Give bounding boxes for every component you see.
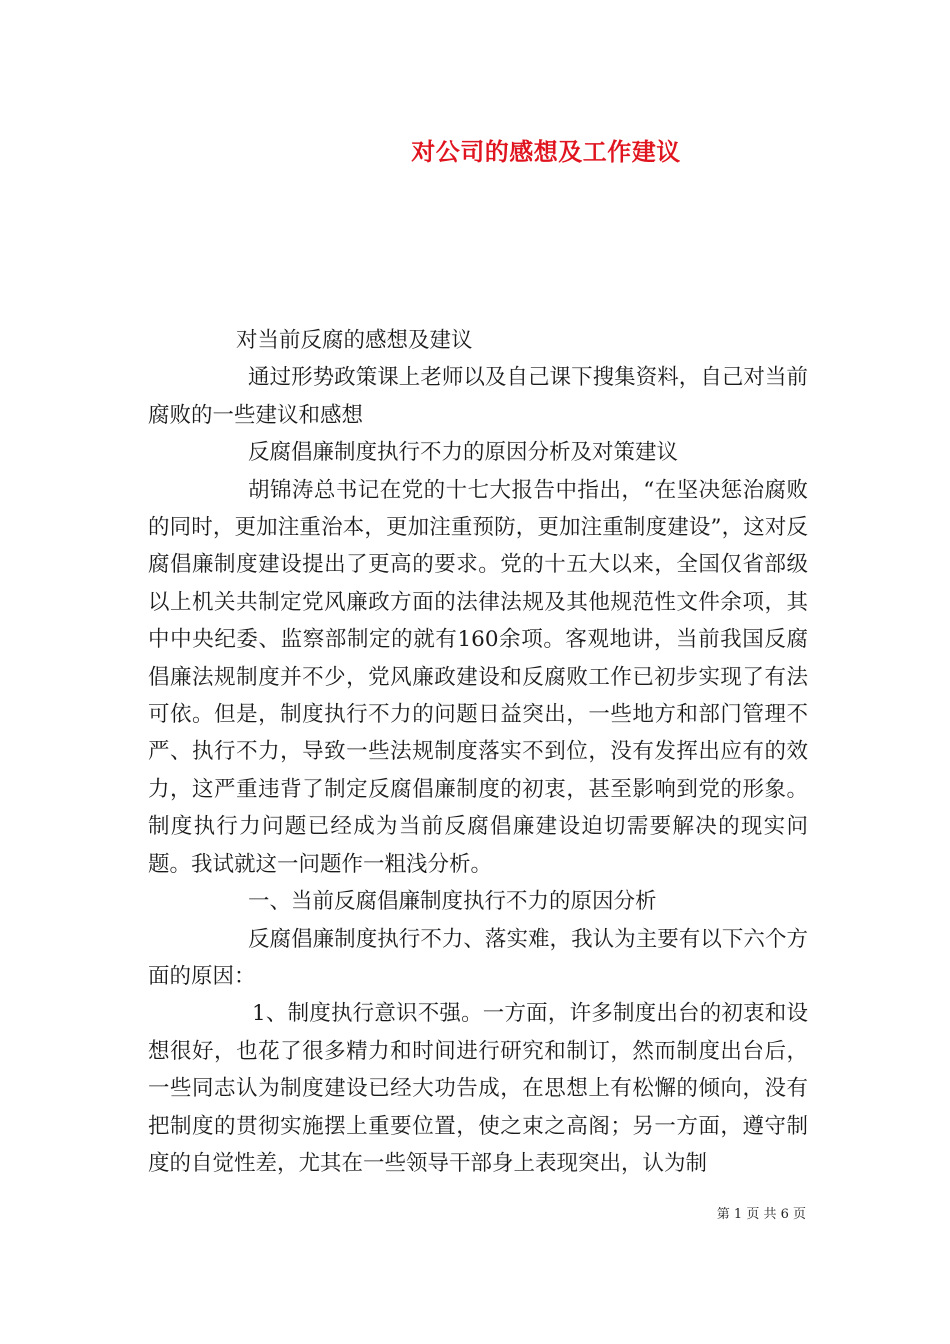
paragraph-subtitle: 对当前反腐的感想及建议 (236, 328, 473, 353)
paragraph-main: 胡锦涛总书记在党的十七大报告中指出，“在坚决惩治腐败的同时，更加注重治本，更加注重预防，更加注重制度建设”，这对反腐倡廉制度建设提出了更高的要求。党的十五大以来，全国仅省部级以上机关共制定党风廉政方面的法律法规及其他规范性文件余项，其中中央纪委、监察部制定的就有160余项。客观地讲，当前我国反腐倡廉法规制度并不少，党风廉政建设和反腐败工作已初步实现了有法可依。但是，制度执行不力的问题日益突出，一些地方和部门管理不严、执行不力，导致一些法规制度落实不到位，没有发挥出应有的效力，这严重违背了制定反腐倡廉制度的初衷，甚至影响到党的形象。制度执行力问题已经成为当前反腐倡廉建设迫切需要解决的现实问题。我试就这一问题作一粗浅分析。 (148, 477, 808, 877)
paragraph-reasons: 反腐倡廉制度执行不力、落实难，我认为主要有以下六个方面的原因： (148, 926, 808, 989)
document-title: 对公司的感想及工作建议 (411, 137, 681, 166)
paragraph-point-1: 1、制度执行意识不强。一方面，许多制度出台的初衷和设想很好，也花了很多精力和时间进行研究和制订，然而制度出台后，一些同志认为制度建设已经大功告成，在思想上有松懈的倾向，没有把制度的贯彻实施摆上重要位置，使之束之高阁；另一方面，遵守制度的自觉性差，尤其在一些领导干部身上表现突出，认为制 (148, 1001, 808, 1176)
document-body (148, 322, 808, 1182)
paragraph-heading: 反腐倡廉制度执行不力的原因分析及对策建议 (248, 440, 679, 466)
section-heading: 一、当前反腐倡廉制度执行不力的原因分析 (248, 889, 657, 915)
paragraph-intro: 通过形势政策课上老师以及自己课下搜集资料，自己对当前腐败的一些建议和感想 (148, 365, 808, 428)
page-number: 第 1 页 共 6 页 (716, 1207, 806, 1222)
